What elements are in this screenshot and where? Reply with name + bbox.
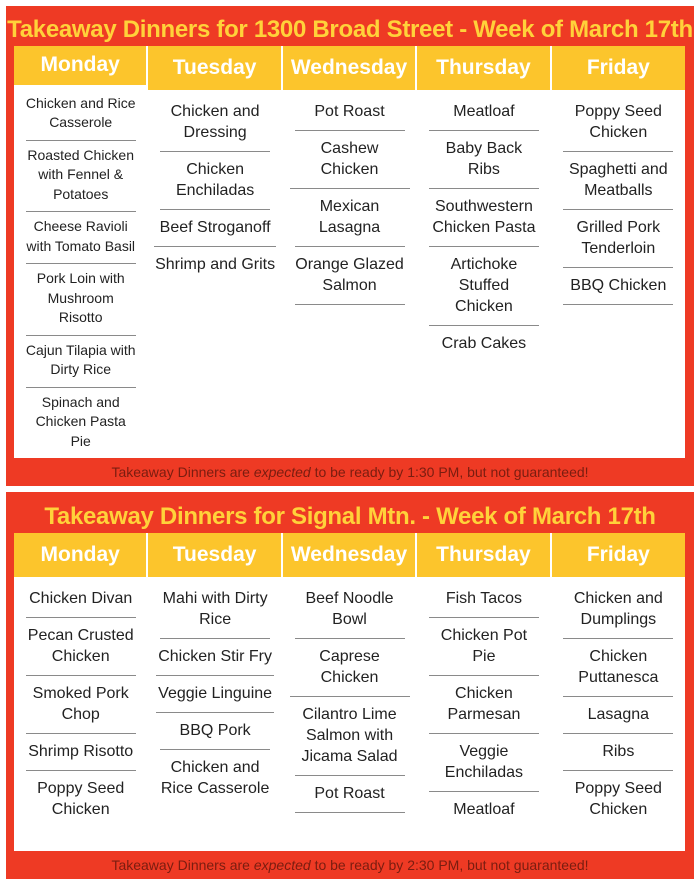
day-header: Thursday: [417, 46, 550, 90]
menu-item: Pot Roast: [295, 94, 405, 131]
day-header: Tuesday: [148, 533, 281, 577]
menu-item: Pot Roast: [295, 776, 405, 813]
menu-item: Chicken Pot Pie: [429, 618, 539, 676]
menu-item: Orange Glazed Salmon: [295, 247, 405, 305]
menu-item: Pecan Crusted Chicken: [26, 618, 136, 676]
day-column-wednesday: [283, 46, 417, 458]
menu-item: Chicken and Dumplings: [563, 581, 673, 639]
ready-time-note: [6, 458, 694, 486]
menu-item: Poppy Seed Chicken: [37, 780, 125, 818]
menu-card-signal-mtn: [6, 492, 694, 879]
day-header: Wednesday: [283, 533, 416, 577]
menu-item: Cajun Tilapia with Dirty Rice: [26, 336, 136, 388]
day-header: Monday: [14, 533, 147, 577]
menu-item: Veggie Linguine: [156, 676, 274, 713]
day-header: Tuesday: [148, 46, 281, 90]
menu-item: Shrimp Risotto: [26, 734, 136, 771]
note-emphasis: expected: [253, 857, 311, 873]
menu-item: Chicken Divan: [26, 581, 136, 618]
menu-card-broad-street: [6, 6, 694, 486]
menu-item: Baby Back Ribs: [429, 131, 539, 189]
day-header: Friday: [552, 46, 685, 90]
menu-item: Caprese Chicken: [290, 639, 410, 697]
day-header: Friday: [552, 533, 685, 577]
day-column-wednesday: [283, 533, 417, 851]
menu-item: Veggie Enchiladas: [429, 734, 539, 792]
menu-item: Spaghetti and Meatballs: [563, 152, 673, 210]
card-title: Takeaway Dinners for 1300 Broad Street - Week of March 17th: [7, 16, 693, 43]
note-text-start: Takeaway Dinners are: [111, 857, 254, 873]
menu-item: Crab Cakes: [441, 335, 527, 352]
menu-item: Cheese Ravioli with Tomato Basil: [26, 212, 136, 264]
menu-item: Artichoke Stuffed Chicken: [429, 247, 539, 326]
menu-item: Shrimp and Grits: [155, 256, 276, 273]
menu-item: Mahi with Dirty Rice: [160, 581, 270, 639]
menu-item: Chicken and Dressing: [160, 94, 270, 152]
menu-item: Poppy Seed Chicken: [563, 94, 673, 152]
day-column-thursday: [417, 46, 551, 458]
menu-item: Chicken and Rice Casserole: [26, 89, 136, 141]
menu-item: Beef Stroganoff: [154, 210, 276, 247]
day-column-thursday: [417, 533, 551, 851]
menu-item: Ribs: [563, 734, 673, 771]
menu-item: Chicken Puttanesca: [563, 639, 673, 697]
menu-item: Chicken Enchiladas: [160, 152, 270, 210]
note-text-end: to be ready by 2:30 PM, but not guaranteed!: [310, 857, 589, 873]
menu-item: Southwestern Chicken Pasta: [429, 189, 539, 247]
menu-item: Roasted Chicken with Fennel & Potatoes: [26, 141, 136, 213]
day-column-tuesday: [148, 533, 282, 851]
day-header: Wednesday: [283, 46, 416, 90]
menu-grid: [14, 46, 685, 458]
menu-item: Beef Noodle Bowl: [295, 581, 405, 639]
day-header: Monday: [14, 46, 147, 85]
menu-item: Cilantro Lime Salmon with Jicama Salad: [295, 697, 405, 776]
menu-item: Chicken and Rice Casserole: [160, 759, 270, 797]
day-column-monday: [14, 533, 148, 851]
menu-item: Grilled Pork Tenderloin: [563, 210, 673, 268]
menu-item: Lasagna: [563, 697, 673, 734]
menu-item: BBQ Pork: [160, 713, 270, 750]
ready-time-note: [6, 851, 694, 879]
menu-item: Cashew Chicken: [290, 131, 410, 189]
menu-item: Spinach and Chicken Pasta Pie: [35, 393, 126, 449]
menu-item: BBQ Chicken: [563, 268, 673, 305]
day-header: Thursday: [417, 533, 550, 577]
menu-item: Mexican Lasagna: [295, 189, 405, 247]
menu-item: Fish Tacos: [429, 581, 539, 618]
day-column-tuesday: [148, 46, 282, 458]
menu-item: Poppy Seed Chicken: [574, 780, 662, 818]
menu-item: Chicken Parmesan: [429, 676, 539, 734]
day-column-friday: [552, 46, 685, 458]
menu-item: Meatloaf: [453, 801, 515, 818]
menu-item: Pork Loin with Mushroom Risotto: [26, 264, 136, 336]
menu-grid: [14, 533, 685, 851]
menu-item: Smoked Pork Chop: [26, 676, 136, 734]
menu-item: Chicken Stir Fry: [156, 639, 274, 676]
note-emphasis: expected: [253, 464, 311, 480]
card-title: Takeaway Dinners for Signal Mtn. - Week of March 17th: [44, 503, 656, 530]
note-text-end: to be ready by 1:30 PM, but not guaranteed!: [310, 464, 589, 480]
menu-item: Meatloaf: [429, 94, 539, 131]
day-column-friday: [552, 533, 685, 851]
day-column-monday: [14, 46, 148, 458]
note-text-start: Takeaway Dinners are: [111, 464, 254, 480]
